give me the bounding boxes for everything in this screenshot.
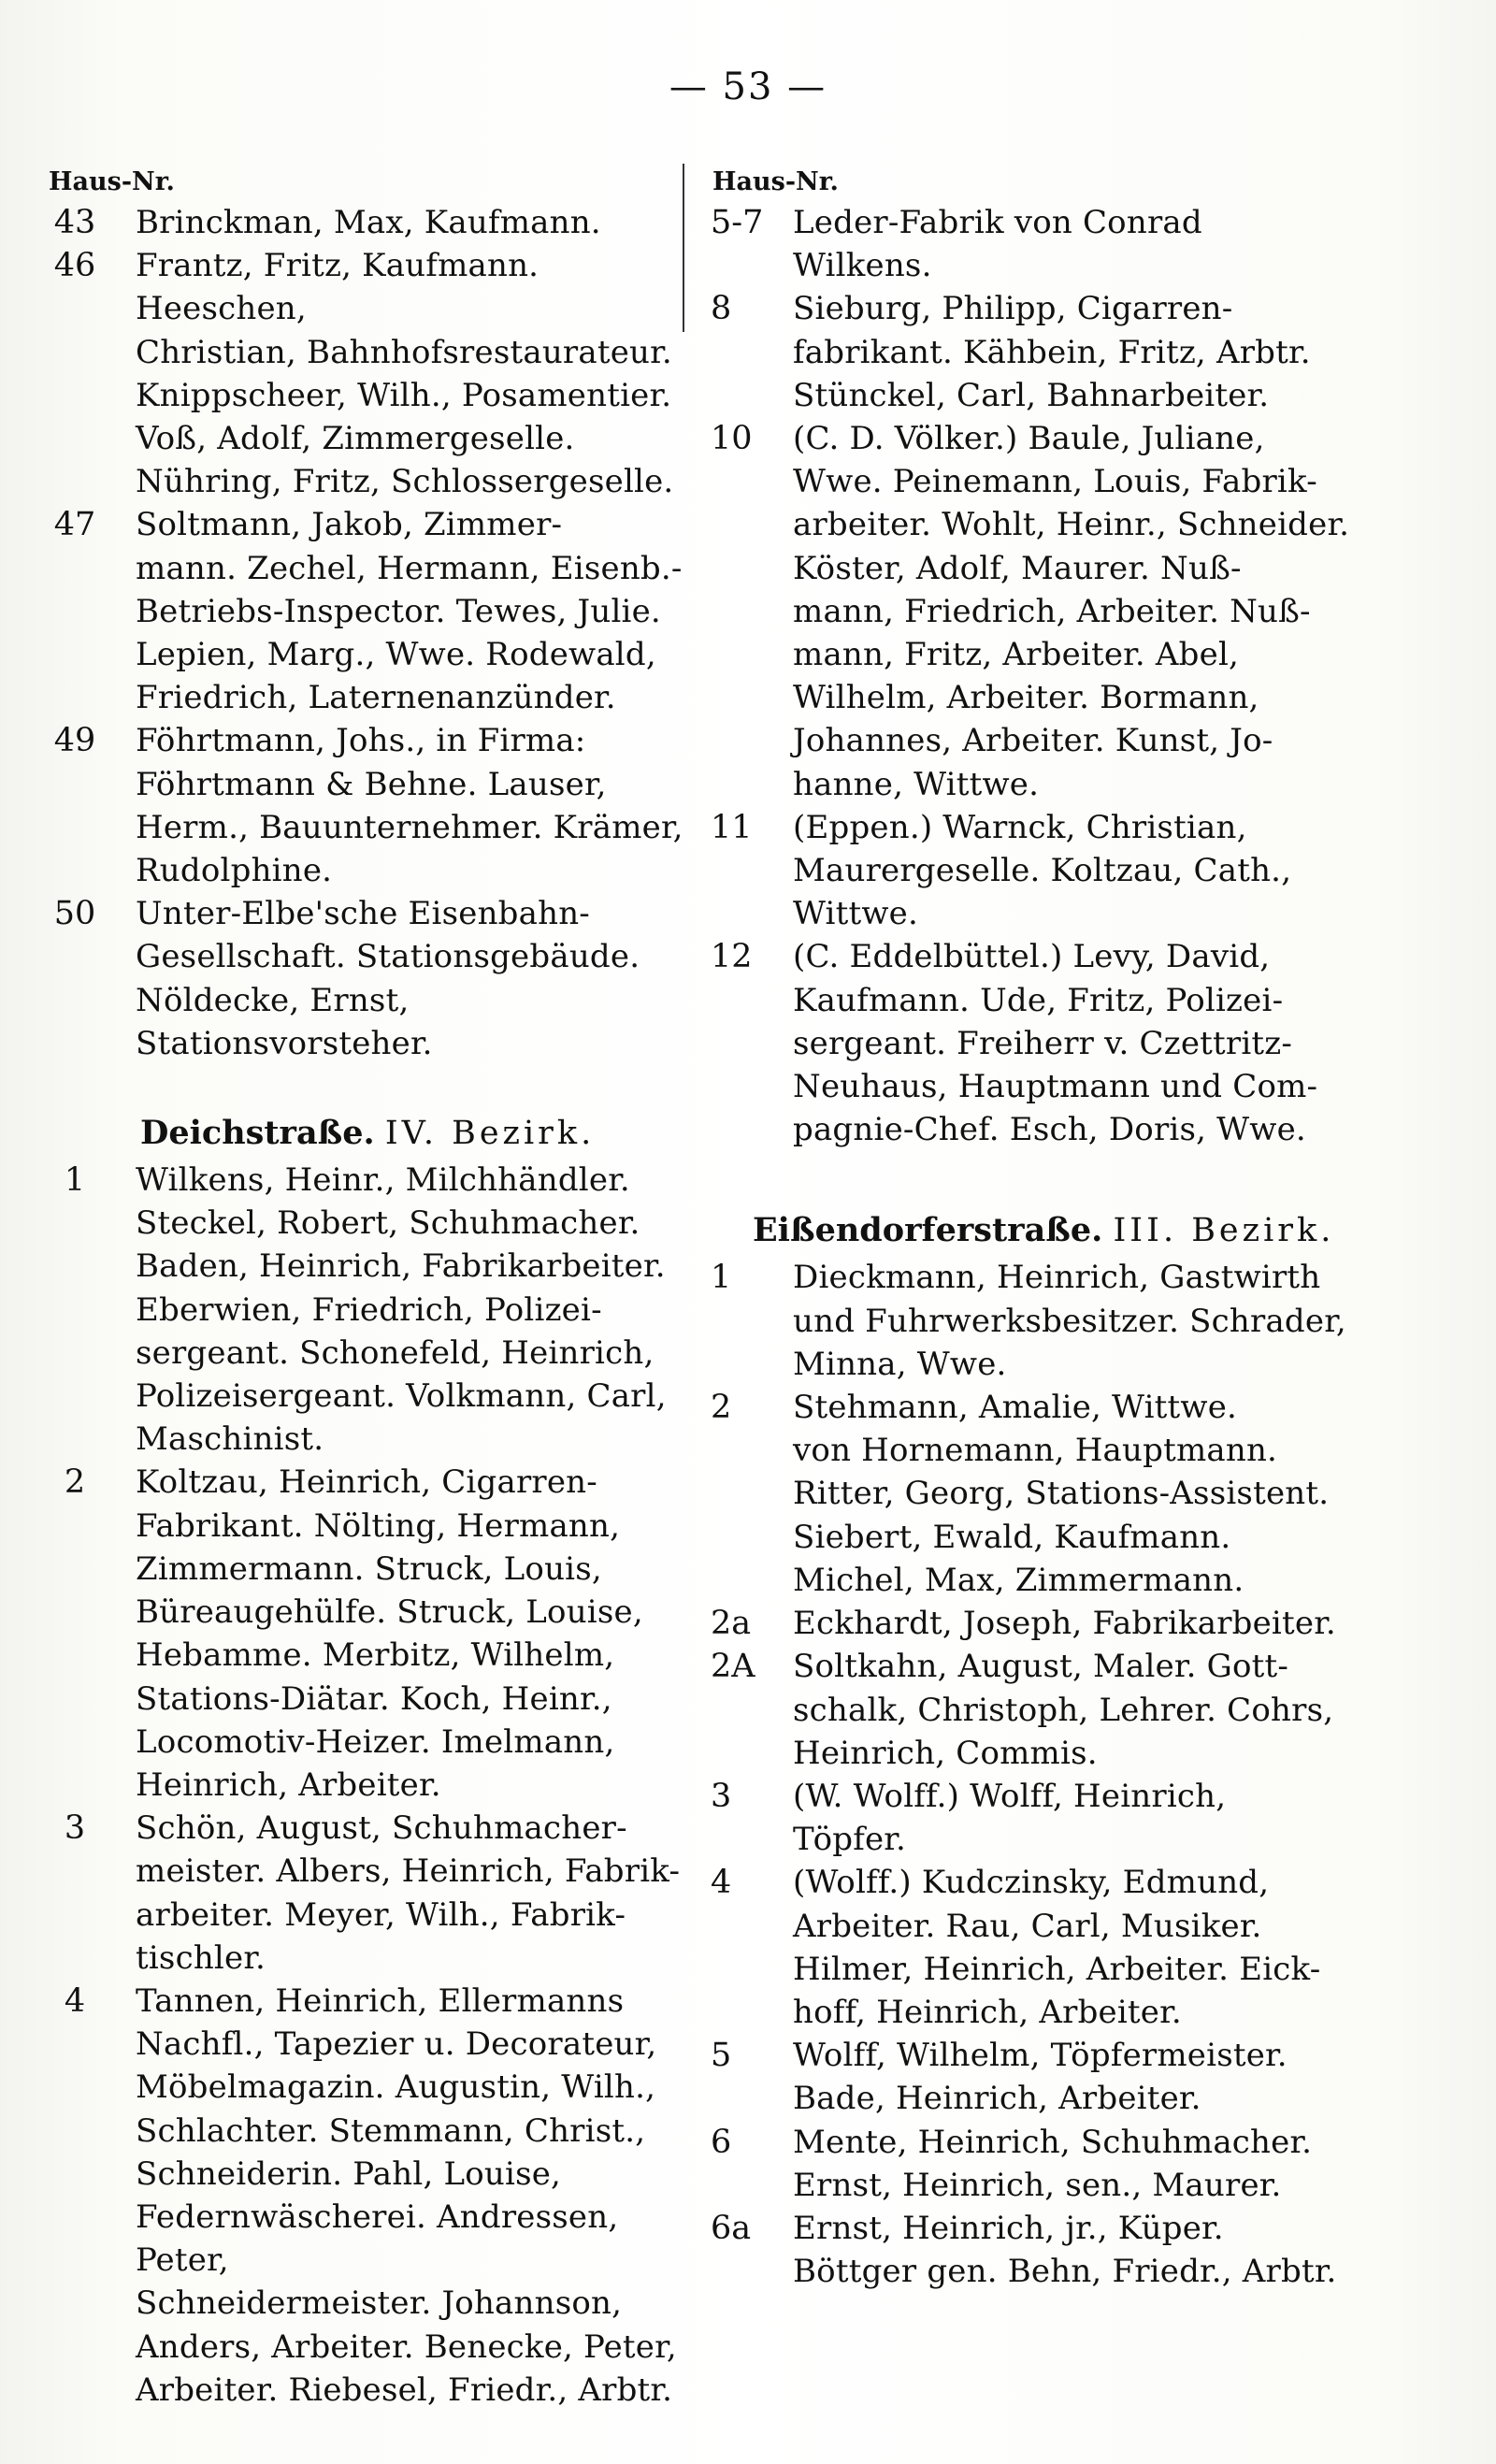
entry-list [711, 201, 1459, 1151]
directory-entry [711, 2034, 1459, 2120]
entry-text: Mente, Heinrich, Schuhmacher. Ernst, Heinrich, sen., Maurer. [793, 2123, 1313, 2204]
entry-text: Koltzau, Heinrich, Cigarren- Fabrikant. Nölting, Hermann, Zimmermann. Struck, Louis, Büreaugehülfe. Struck, Louise, Hebamme. Merbitz, Wilhelm, Stations-Diätar. Koch, Heinr., Locomotiv-Heizer. Imelmann, Heinrich, Arbeiter. [136, 1463, 643, 1804]
house-number: 49 [53, 722, 96, 760]
house-number: 3 [711, 1777, 732, 1815]
house-number: 2 [711, 1389, 732, 1427]
district-label: IV. Bezirk. [384, 1115, 596, 1153]
house-number: 46 [53, 247, 96, 285]
entry-list [47, 1159, 692, 2412]
entry-list [47, 201, 692, 1065]
directory-entry [47, 1807, 692, 1980]
entry-text: Frantz, Fritz, Kaufmann. Heeschen, Christian, Bahnhofsrestaurateur. Knippscheer, Wilh., Posamentier. Voß, Adolf, Zimmergeselle. Nühring, Fritz, Schlossergeselle. [136, 247, 674, 501]
house-number: 1 [711, 1259, 732, 1297]
directory-entry [711, 1775, 1459, 1861]
district-label: III. Bezirk. [1113, 1212, 1335, 1250]
directory-entry [47, 1159, 692, 1461]
directory-entry [47, 892, 692, 1065]
house-number: 4 [711, 1864, 732, 1902]
entry-text: Wilkens, Heinr., Milchhändler. Steckel, Robert, Schuhmacher. Baden, Heinrich, Fabrikarbeiter. Eberwien, Friedrich, Polizei- sergeant. Schonefeld, Heinrich, Polizeisergeant. Volkmann, Carl, Maschinist. [136, 1161, 667, 1459]
entry-text: (C. Eddelbüttel.) Levy, David, Kaufmann. Ude, Fritz, Polizei- sergeant. Freiherr v. Czettritz- Neuhaus, Hauptmann und Com- pagnie-Chef. Esch, Doris, Wwe. [793, 938, 1318, 1149]
house-number: 10 [711, 420, 753, 458]
directory-entry [47, 1461, 692, 1807]
entry-list [711, 1256, 1459, 2293]
directory-entry [711, 806, 1459, 936]
page-number: — 53 — [669, 65, 827, 108]
entry-text: Dieckmann, Heinrich, Gastwirth und Fuhrwerksbesitzer. Schrader, Minna, Wwe. [793, 1259, 1346, 1383]
directory-entry [47, 503, 692, 719]
directory-entry [711, 201, 1459, 287]
directory-entry [711, 935, 1459, 1151]
entry-text: Tannen, Heinrich, Ellermanns Nachfl., Tapezier u. Decorateur, Möbelmagazin. Augustin, Wilh., Schlachter. Stemmann, Christ., Schneiderin. Pahl, Louise, Federnwäscherei. Andressen, Peter, Schneidermeister. Johannson, Anders, Arbeiter. Benecke, Peter, Arbeiter. Riebesel, Friedr., Arbtr. [136, 1981, 677, 2409]
street-name: Eißendorferstraße. [753, 1211, 1103, 1250]
entry-text: Leder-Fabrik von Conrad Wilkens. [793, 204, 1202, 285]
house-number: 4 [64, 1981, 86, 2020]
entry-text: (Wolff.) Kudczinsky, Edmund, Arbeiter. Rau, Carl, Musiker. Hilmer, Heinrich, Arbeiter. Eick- hoff, Heinrich, Arbeiter. [793, 1864, 1321, 2031]
house-number-header: Haus-Nr. [712, 167, 839, 196]
directory-entry [47, 719, 692, 892]
entry-text: (Eppen.) Warnck, Christian, Maurergeselle. Koltzau, Cath., Wittwe. [793, 808, 1292, 933]
directory-entry [711, 287, 1459, 417]
house-number: 3 [64, 1809, 86, 1848]
directory-entry [711, 1386, 1459, 1602]
house-number: 47 [53, 506, 96, 544]
directory-entry [711, 1602, 1459, 1645]
entry-text: Soltmann, Jakob, Zimmer- mann. Zechel, Hermann, Eisenb.- Betriebs-Inspector. Tewes, Julie. Lepien, Marg., Wwe. Rodewald, Friedrich, Laternenanzünder. [136, 506, 683, 717]
house-number: 6 [711, 2123, 732, 2161]
directory-entry [711, 1256, 1459, 1386]
directory-entry [711, 2121, 1459, 2207]
house-number-header: Haus-Nr. [49, 167, 175, 196]
house-number: 2A [711, 1648, 755, 1686]
directory-entry [47, 1980, 692, 2412]
house-number: 2 [64, 1463, 86, 1502]
right-column [711, 164, 1459, 2293]
directory-entry [711, 417, 1459, 806]
directory-entry [47, 201, 692, 244]
house-number: 43 [53, 204, 96, 241]
directory-entry [711, 2207, 1459, 2293]
entry-text: Unter-Elbe'sche Eisenbahn- Gesellschaft. Stationsgebäude. Nöldecke, Ernst, Stationsvorsteher. [136, 895, 640, 1062]
street-heading [140, 1112, 692, 1155]
entry-text: Sieburg, Philipp, Cigarren- fabrikant. Kähbein, Fritz, Arbtr. Stünckel, Carl, Bahnarbeiter. [793, 290, 1311, 414]
house-number: 2a [711, 1605, 752, 1643]
directory-entry [47, 244, 692, 503]
left-column [47, 164, 692, 2412]
entry-text: Wolff, Wilhelm, Töpfermeister. Bade, Heinrich, Arbeiter. [793, 2037, 1287, 2118]
house-number: 5 [711, 2037, 732, 2075]
entry-text: Ernst, Heinrich, jr., Küper. Böttger gen. Behn, Friedr., Arbtr. [793, 2209, 1337, 2291]
house-number: 11 [711, 808, 753, 846]
entry-text: Schön, August, Schuhmacher- meister. Albers, Heinrich, Fabrik- arbeiter. Meyer, Wilh., Fabrik- tischler. [136, 1809, 681, 1977]
house-number: 50 [53, 895, 96, 933]
street-name: Deichstraße. [140, 1114, 375, 1153]
entry-text: (C. D. Völker.) Baule, Juliane, Wwe. Peinemann, Louis, Fabrik- arbeiter. Wohlt, Heinr., Schneider. Köster, Adolf, Maurer. Nuß- mann, Friedrich, Arbeiter. Nuß- mann, Fritz, Arbeiter. Abel, Wilhelm, Arbeiter. Bormann, Johannes, Arbeiter. Kunst, Jo- hanne, Wittwe. [793, 420, 1350, 803]
entry-text: Stehmann, Amalie, Wittwe. von Hornemann, Hauptmann. Ritter, Georg, Stations-Assistent. Siebert, Ewald, Kaufmann. Michel, Max, Zimmermann. [793, 1389, 1330, 1599]
entry-text: Soltkahn, August, Maler. Gott- schalk, Christoph, Lehrer. Cohrs, Heinrich, Commis. [793, 1648, 1334, 1772]
entry-text: Brinckman, Max, Kaufmann. [136, 204, 601, 241]
house-number: 1 [64, 1161, 86, 1200]
directory-entry [711, 1861, 1459, 2034]
entry-text: (W. Wolff.) Wolff, Heinrich, Töpfer. [793, 1777, 1227, 1859]
house-number: 6a [711, 2209, 752, 2247]
house-number: 5-7 [711, 204, 764, 241]
house-number: 8 [711, 290, 732, 328]
entry-text: Föhrtmann, Johs., in Firma: Föhrtmann & Behne. Lauser, Herm., Bauunternehmer. Krämer, Rudolphine. [136, 722, 683, 890]
street-heading [753, 1209, 1459, 1252]
entry-text: Eckhardt, Joseph, Fabrikarbeiter. [793, 1605, 1336, 1643]
house-number: 12 [711, 938, 753, 976]
directory-entry [711, 1645, 1459, 1775]
